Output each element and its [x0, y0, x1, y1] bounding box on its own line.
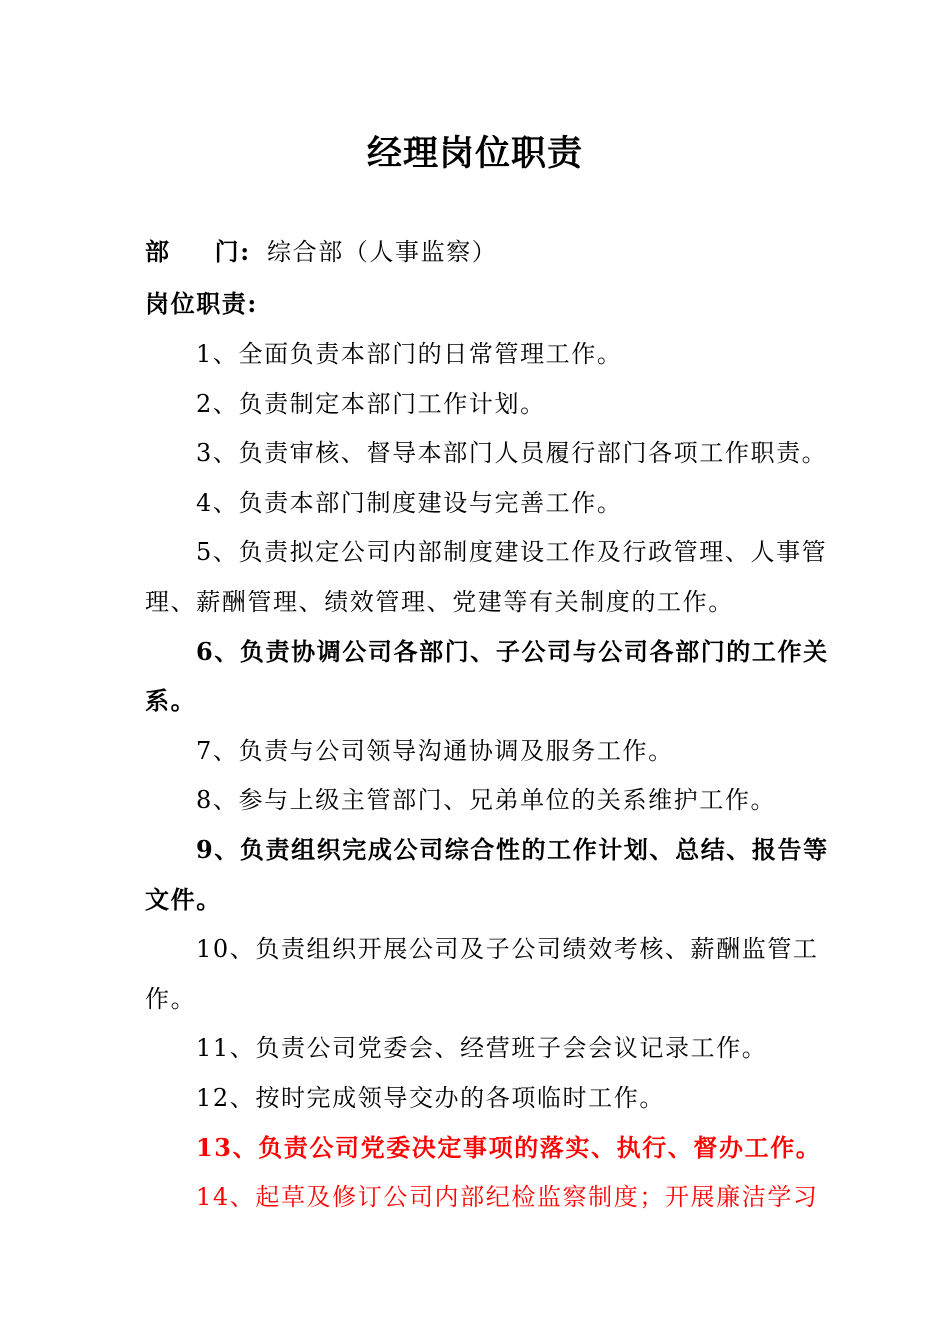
department-value: 综合部（人事监察）: [267, 238, 498, 266]
duty-item-11: 11、负责公司党委会、经营班子会会议记录工作。: [196, 1034, 768, 1062]
duty-item-1: 1、全面负责本部门的日常管理工作。: [196, 340, 623, 368]
duty-item-6-continued: 系。: [145, 686, 197, 715]
document-title: 经理岗位职责: [366, 133, 583, 174]
duty-item-10-continued: 作。: [145, 985, 197, 1013]
duty-item-5-continued: 理、薪酬管理、绩效管理、党建等有关制度的工作。: [145, 588, 734, 616]
duties-heading: 岗位职责:: [145, 289, 258, 318]
duty-item-10: 10、负责组织开展公司及子公司绩效考核、薪酬监管工: [196, 935, 819, 963]
duty-item-13: 13、负责公司党委决定事项的落实、执行、督办工作。: [196, 1133, 822, 1162]
duty-item-14: 14、起草及修订公司内部纪检监察制度；开展廉洁学习: [196, 1183, 819, 1211]
duty-item-7: 7、负责与公司领导沟通协调及服务工作。: [196, 737, 674, 765]
duty-item-2: 2、负责制定本部门工作计划。: [196, 390, 546, 418]
duty-item-8: 8、参与上级主管部门、兄弟单位的关系维护工作。: [196, 786, 777, 814]
duty-item-12: 12、按时完成领导交办的各项临时工作。: [196, 1084, 665, 1112]
duty-item-9-continued: 文件。: [145, 885, 222, 914]
duty-item-9: 9、负责组织完成公司综合性的工作计划、总结、报告等: [196, 835, 829, 864]
duty-item-6: 6、负责协调公司各部门、子公司与公司各部门的工作关: [196, 637, 829, 666]
duty-item-3: 3、负责审核、督导本部门人员履行部门各项工作职责。: [196, 439, 828, 467]
duty-item-5: 5、负责拟定公司内部制度建设工作及行政管理、人事管: [196, 538, 828, 566]
department-label: 部 门:: [145, 237, 251, 266]
department-row: [145, 232, 815, 267]
duty-item-4: 4、负责本部门制度建设与完善工作。: [196, 489, 623, 517]
